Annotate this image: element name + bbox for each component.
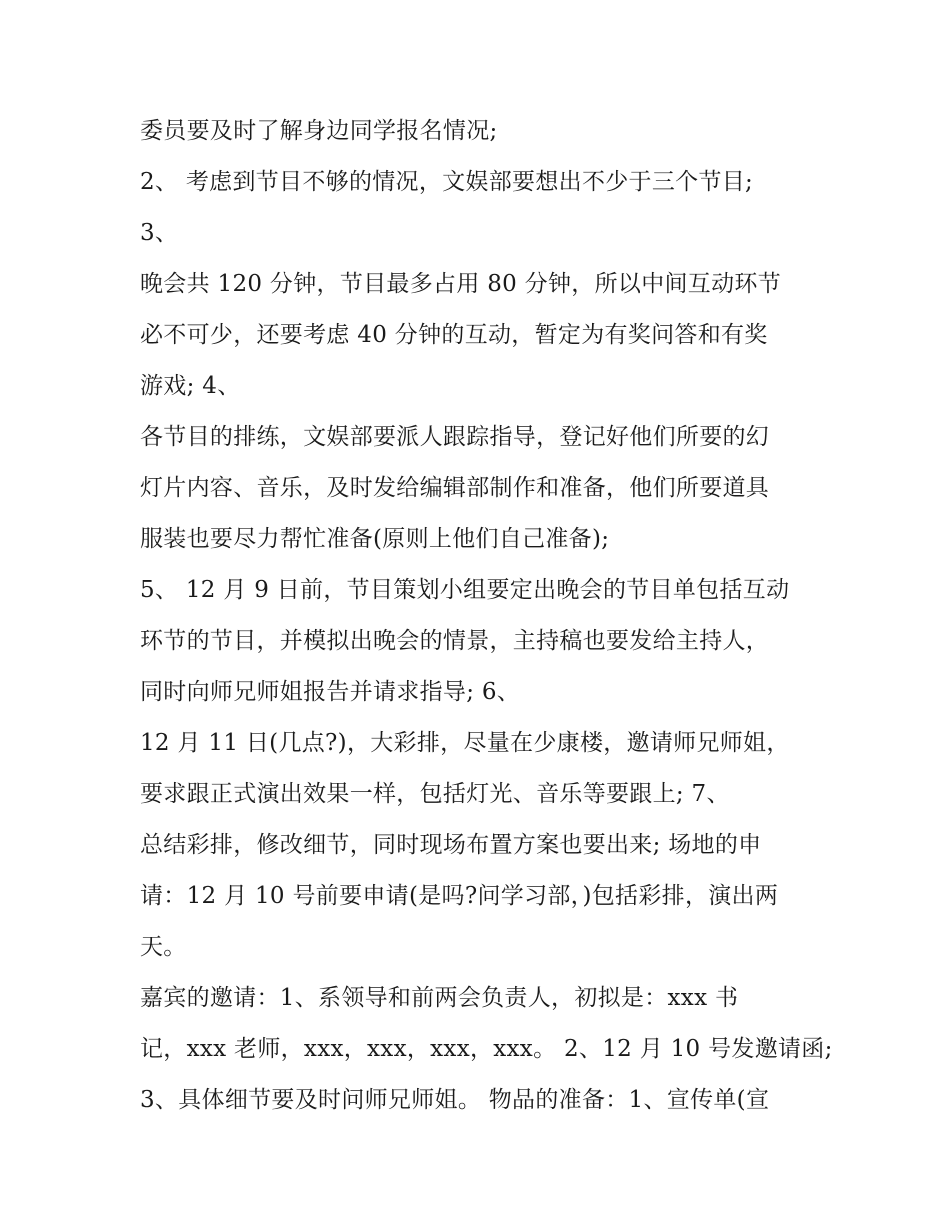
text-line: 必不可少，还要考虑 40 分钟的互动，暂定为有奖问答和有奖 [140,322,768,348]
text-line: 游戏; 4、 [140,373,241,399]
text-line: 请：12 月 10 号前要申请(是吗?问学习部，)包括彩排，演出两 [140,883,779,909]
text-line: 3、具体细节要及时问师兄师姐。 物品的准备：1、宣传单(宣 [140,1087,770,1113]
text-line: 服装也要尽力帮忙准备(原则上他们自己准备); [140,526,610,552]
text-line: 要求跟正式演出效果一样，包括灯光、音乐等要跟上; 7、 [140,781,730,807]
text-line: 总结彩排，修改细节，同时现场布置方案也要出来; 场地的申 [140,832,762,858]
text-line: 5、 12 月 9 日前，节目策划小组要定出晚会的节目单包括互动 [140,577,790,603]
text-line: 环节的节目，并模拟出晚会的情景，主持稿也要发给主持人， [140,628,770,654]
text-line: 晚会共 120 分钟，节目最多占用 80 分钟，所以中间互动环节 [140,271,782,297]
text-line: 记，xxx 老师，xxx，xxx，xxx，xxx。 2、12 月 10 号发邀请函; [140,1036,833,1062]
text-line: 2、 考虑到节目不够的情况，文娱部要想出不少于三个节目; [140,169,754,195]
text-line: 灯片内容、音乐，及时发给编辑部制作和准备，他们所要道具 [140,475,770,501]
text-line: 同时向师兄师姐报告并请求指导; 6、 [140,679,521,705]
text-line: 12 月 11 日(几点?)，大彩排，尽量在少康楼，邀请师兄师姐， [140,730,790,756]
document-body [140,106,833,1126]
text-line: 各节目的排练，文娱部要派人跟踪指导，登记好他们所要的幻 [140,424,770,450]
text-line: 委员要及时了解身边同学报名情况; [140,118,498,144]
text-line: 天。 [140,934,187,960]
text-line: 嘉宾的邀请：1、系领导和前两会负责人，初拟是：xxx 书 [140,985,739,1011]
text-line: 3、 [140,220,179,246]
